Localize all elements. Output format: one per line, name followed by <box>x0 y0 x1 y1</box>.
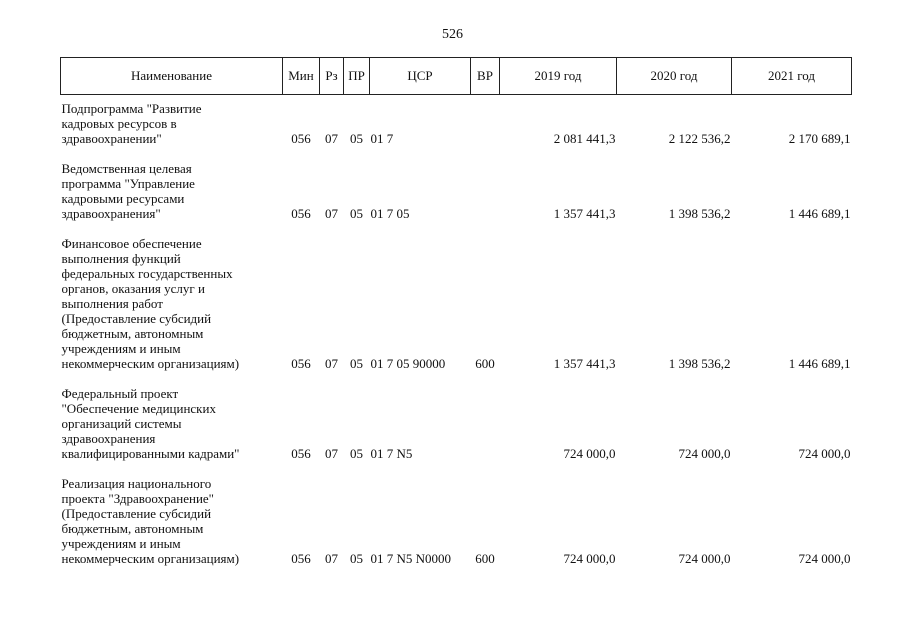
row-csr: 01 7 05 90000 <box>370 356 446 371</box>
row-pr: 05 <box>350 551 363 566</box>
row-name-line: бюджетным, автономным <box>61 521 204 536</box>
row-name-line: Федеральный проект <box>61 386 179 401</box>
row-2020: 1 398 536,2 <box>668 206 731 221</box>
header-2019: 2019 год <box>500 58 617 95</box>
table-row <box>61 95 852 153</box>
row-name-line: (Предоставление субсидий <box>61 506 212 521</box>
row-2021: 1 446 689,1 <box>788 206 851 221</box>
header-pr: ПР <box>344 58 370 95</box>
row-name-line: учреждениям и иным <box>61 341 181 356</box>
header-min: Мин <box>283 58 320 95</box>
row-2019: 1 357 441,3 <box>553 356 616 371</box>
row-csr: 01 7 05 <box>370 206 410 221</box>
row-min: 056 <box>291 551 311 566</box>
row-2021: 724 000,0 <box>798 446 851 461</box>
table-row <box>61 227 852 377</box>
row-name-line: проекта "Здравоохранение" <box>61 491 214 506</box>
row-name-line: учреждениям и иным <box>61 536 181 551</box>
row-name <box>61 152 283 227</box>
row-2019: 2 081 441,3 <box>553 131 616 146</box>
row-rz: 07 <box>325 446 338 461</box>
row-name-line: программа "Управление <box>61 176 195 191</box>
row-name-line: органов, оказания услуг и <box>61 281 205 296</box>
row-2019: 1 357 441,3 <box>553 206 616 221</box>
row-2019: 724 000,0 <box>563 446 616 461</box>
row-name-line: квалифицированными кадрами" <box>61 446 240 461</box>
row-min: 056 <box>291 206 311 221</box>
table-row <box>61 377 852 467</box>
row-2020: 724 000,0 <box>678 551 731 566</box>
row-csr: 01 7 <box>370 131 394 146</box>
budget-table <box>60 57 852 572</box>
row-name <box>61 95 283 153</box>
row-2021: 724 000,0 <box>798 551 851 566</box>
row-pr: 05 <box>350 131 363 146</box>
row-vr <box>471 95 500 153</box>
row-name-line: здравоохранении" <box>61 131 162 146</box>
header-name: Наименование <box>61 58 283 95</box>
row-name-line: Ведомственная целевая <box>61 161 192 176</box>
row-2021: 2 170 689,1 <box>788 131 851 146</box>
row-pr: 05 <box>350 206 363 221</box>
row-2019: 724 000,0 <box>563 551 616 566</box>
row-min: 056 <box>291 446 311 461</box>
row-2020: 2 122 536,2 <box>668 131 731 146</box>
row-vr: 600 <box>475 356 495 371</box>
row-name-line: некоммерческим организациям) <box>61 356 240 371</box>
table-row <box>61 152 852 227</box>
row-csr: 01 7 N5 <box>370 446 413 461</box>
row-name-line: выполнения функций <box>61 251 181 266</box>
header-2020: 2020 год <box>617 58 732 95</box>
row-vr: 600 <box>475 551 495 566</box>
row-name-line: кадровых ресурсов в <box>61 116 177 131</box>
header-2021: 2021 год <box>732 58 852 95</box>
header-vr: ВР <box>471 58 500 95</box>
row-rz: 07 <box>325 356 338 371</box>
table-row <box>61 467 852 572</box>
row-name <box>61 467 283 572</box>
row-name-line: Реализация национального <box>61 476 212 491</box>
row-name-line: федеральных государственных <box>61 266 233 281</box>
row-min: 056 <box>291 131 311 146</box>
row-rz: 07 <box>325 551 338 566</box>
row-2020: 724 000,0 <box>678 446 731 461</box>
row-csr: 01 7 N5 N0000 <box>370 551 452 566</box>
header-csr: ЦСР <box>370 58 471 95</box>
row-pr: 05 <box>350 446 363 461</box>
row-name-line: "Обеспечение медицинских <box>61 401 216 416</box>
row-name-line: (Предоставление субсидий <box>61 311 212 326</box>
row-name-line: бюджетным, автономным <box>61 326 204 341</box>
row-name-line: Финансовое обеспечение <box>61 236 202 251</box>
row-vr <box>471 377 500 467</box>
row-name-line: некоммерческим организациям) <box>61 551 240 566</box>
row-name-line: здравоохранения" <box>61 206 161 221</box>
header-rz: Рз <box>320 58 344 95</box>
row-name-line: здравоохранения <box>61 431 156 446</box>
row-pr: 05 <box>350 356 363 371</box>
page-number: 526 <box>442 27 463 42</box>
table-header <box>61 58 852 95</box>
row-vr <box>471 152 500 227</box>
row-2020: 1 398 536,2 <box>668 356 731 371</box>
row-name <box>61 377 283 467</box>
row-name-line: кадровыми ресурсами <box>61 191 185 206</box>
row-name-line: организаций системы <box>61 416 182 431</box>
table-body <box>61 95 852 573</box>
row-name-line: выполнения работ <box>61 296 163 311</box>
row-rz: 07 <box>325 131 338 146</box>
row-2021: 1 446 689,1 <box>788 356 851 371</box>
row-name <box>61 227 283 377</box>
row-min: 056 <box>291 356 311 371</box>
row-rz: 07 <box>325 206 338 221</box>
row-name-line: Подпрограмма "Развитие <box>61 101 202 116</box>
